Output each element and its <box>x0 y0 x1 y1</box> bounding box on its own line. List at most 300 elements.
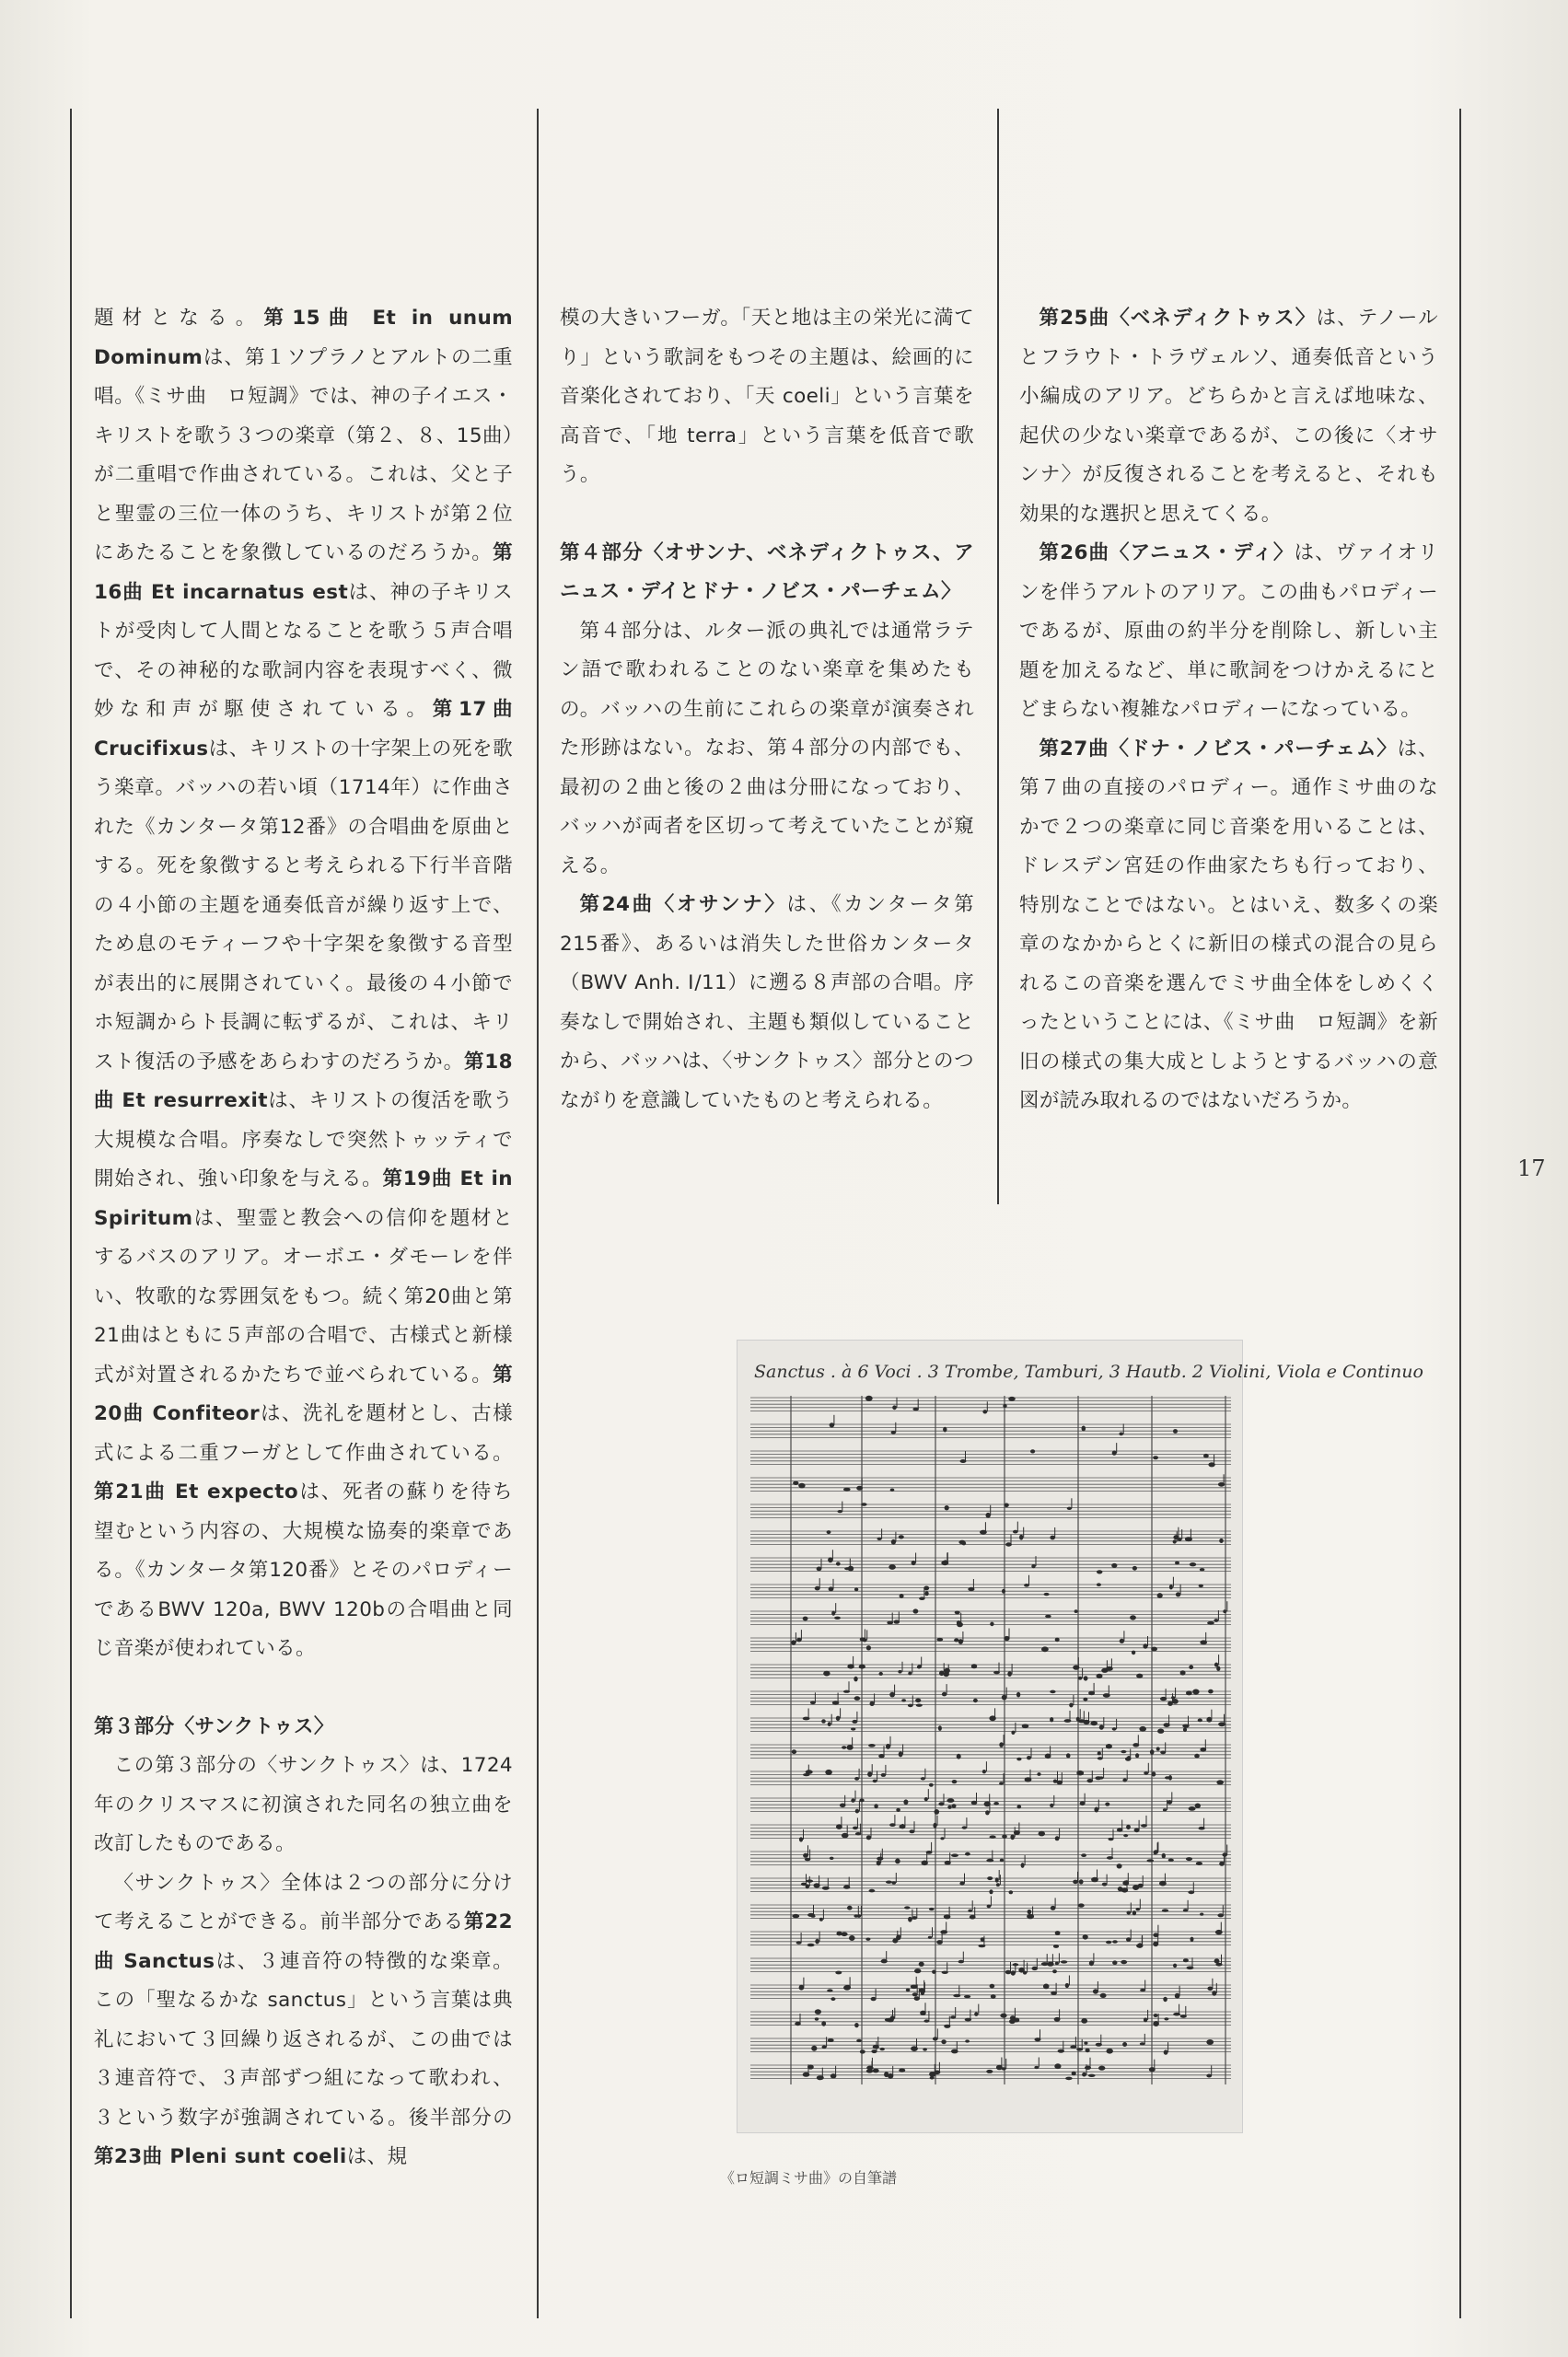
note-head <box>900 1594 904 1598</box>
note-head <box>951 1853 958 1857</box>
note-head <box>1050 1804 1053 1807</box>
note-head <box>1180 1670 1186 1675</box>
note-head <box>889 1564 896 1570</box>
note-head <box>830 1997 835 2001</box>
note-head <box>1126 1937 1131 1942</box>
note-head <box>1051 1906 1056 1910</box>
note-head <box>1223 1609 1226 1613</box>
note-head <box>1078 1903 1085 1907</box>
note-head <box>1089 1960 1094 1966</box>
note-head <box>1153 1456 1158 1459</box>
note-head <box>865 1938 870 1941</box>
note-head <box>866 1645 871 1650</box>
note-head <box>1023 1971 1027 1975</box>
note-head <box>848 1566 854 1572</box>
note-head <box>1219 1538 1224 1543</box>
note-head <box>828 2038 834 2042</box>
note-head <box>890 1489 895 1492</box>
note-head <box>1219 1862 1225 1866</box>
note-head <box>865 1396 873 1401</box>
note-head <box>974 2012 978 2016</box>
note-head <box>1055 1931 1061 1935</box>
note-head <box>985 1810 990 1815</box>
note-head <box>1162 1853 1166 1859</box>
note-head <box>1126 1825 1131 1829</box>
note-head <box>903 1799 908 1805</box>
note-head <box>1045 1615 1051 1618</box>
movement-title: 第23曲 Pleni sunt coeli <box>94 2145 347 2168</box>
note-head <box>1117 1864 1122 1868</box>
note-head <box>924 1797 928 1801</box>
note-head <box>1097 1570 1102 1573</box>
note-head <box>1183 1909 1189 1911</box>
note-head <box>982 1770 986 1773</box>
note-head <box>1172 1699 1179 1704</box>
note-head <box>849 1935 855 1941</box>
note-head <box>1173 1964 1177 1968</box>
note-head <box>899 1535 904 1538</box>
note-head <box>932 1970 936 1974</box>
note-head <box>914 1968 921 1973</box>
movement-title: 第15曲 Et in unum Dominum <box>94 307 513 369</box>
note-head <box>1199 1585 1203 1587</box>
note-head <box>1203 1454 1209 1458</box>
note-head <box>1152 1771 1156 1776</box>
note-head <box>1123 1834 1128 1837</box>
note-head <box>1043 1984 1050 1990</box>
note-head <box>987 1876 993 1880</box>
note-head <box>1008 1397 1016 1401</box>
note-head <box>892 1881 897 1884</box>
note-head <box>938 1725 942 1731</box>
note-head <box>799 1837 803 1841</box>
note-head <box>854 1777 859 1781</box>
note-head <box>1208 1689 1214 1694</box>
note-head <box>1165 1776 1170 1779</box>
note-head <box>798 1483 805 1489</box>
note-head <box>1150 1749 1155 1755</box>
figure-caption: 《ロ短調ミサ曲》の自筆譜 <box>720 2169 898 2187</box>
note-head <box>952 1804 957 1808</box>
note-head <box>990 1984 995 1989</box>
note-head <box>947 1798 954 1803</box>
note-head <box>1055 1962 1059 1966</box>
note-head <box>1167 1800 1173 1805</box>
note-head <box>999 1782 1004 1784</box>
paragraph <box>1019 730 1438 1121</box>
section-heading: 第４部分〈オサンナ、ベネディクトゥス、アニュス・デイとドナ・ノビス・パーチェム〉 <box>560 540 974 603</box>
note-head <box>1102 1883 1108 1887</box>
note-head <box>1053 1945 1059 1948</box>
note-head <box>943 1427 947 1433</box>
section-heading: 第３部分〈サンクトゥス〉 <box>94 1714 334 1738</box>
note-head <box>968 1910 972 1912</box>
body-text: は、死者の蘇りを待ち望むという内容の、大規模な協奏的楽章である。《カンタータ第120番》とそのパロディーであるBWV 120a, BWV 120bの合唱曲と同じ音楽が使われている。 <box>94 1480 513 1660</box>
note-head <box>1069 1703 1073 1708</box>
note-head <box>836 1716 841 1721</box>
note-head <box>890 2015 895 2020</box>
note-head <box>1222 1852 1227 1856</box>
note-head <box>1002 1589 1005 1594</box>
note-head <box>1097 1674 1103 1678</box>
note-head <box>1154 1851 1157 1854</box>
note-head <box>1066 1753 1071 1758</box>
note-head <box>892 1405 897 1410</box>
note-head <box>799 1985 805 1991</box>
note-head <box>836 1562 841 1565</box>
note-head <box>815 1939 819 1945</box>
note-head <box>1157 1593 1163 1598</box>
note-head <box>881 1773 887 1777</box>
note-head <box>1139 1726 1146 1732</box>
note-head <box>1112 1960 1117 1965</box>
note-head <box>886 1744 890 1749</box>
note-head <box>1072 2072 1076 2076</box>
note-head <box>803 1617 808 1621</box>
note-head <box>1011 1970 1016 1975</box>
note-head <box>1100 1993 1107 1998</box>
note-head <box>1171 1696 1175 1699</box>
note-head <box>827 1989 832 1991</box>
note-head <box>1027 1756 1031 1759</box>
note-head <box>841 1933 847 1937</box>
note-head <box>1081 2018 1087 2024</box>
note-head <box>1206 2039 1214 2045</box>
note-head <box>1122 2042 1127 2047</box>
note-head <box>901 1699 906 1701</box>
note-head <box>952 1780 958 1783</box>
movement-title: 第16曲 Et incarnatus est <box>94 541 513 604</box>
note-head <box>825 1770 832 1775</box>
note-head <box>1144 2018 1147 2023</box>
note-head <box>828 1722 831 1726</box>
note-head <box>945 1505 949 1510</box>
note-head <box>1127 1756 1131 1760</box>
note-head <box>906 1989 911 1992</box>
note-head <box>821 2021 826 2026</box>
note-head <box>944 1668 950 1674</box>
note-head <box>1186 1690 1192 1695</box>
note-head <box>961 1541 966 1545</box>
note-head <box>896 1934 900 1940</box>
note-head <box>1030 1449 1035 1453</box>
note-head <box>810 1915 815 1918</box>
note-head <box>1082 1426 1086 1432</box>
note-head <box>1190 1562 1196 1566</box>
body-text: は、第７曲の直接のパロディー。通作ミサ曲のなかで２つの楽章に同じ音楽を用いることは、ドレスデン宮廷の作曲家たちも行っており、特別なことではない。とはいえ、数多くの楽章のなかからとくに新旧の様式の混合の見られるこの音楽を選んでミサ曲全体をしめくくったということには、《ミサ曲 ロ短調》を新旧の様式の集大成としようとするバッハの意図が読み取れるのではないだろうか。 <box>1019 737 1438 1112</box>
note-head <box>899 2068 905 2072</box>
paragraph: 模の大きいフーガ。「天と地は主の栄光に満てり」という歌詞をもつその主題は、絵画的に音楽化されており、「天 coeli」という言葉を高音で、「地 terra」という言葉を低音で歌う。 <box>560 307 974 486</box>
note-head <box>1132 1910 1136 1915</box>
note-head <box>936 1638 943 1642</box>
note-head <box>912 1561 916 1565</box>
note-head <box>1055 1836 1060 1840</box>
note-head <box>1021 1863 1025 1868</box>
note-head <box>1044 1593 1050 1596</box>
note-head <box>958 1639 963 1644</box>
note-head <box>1002 1835 1007 1839</box>
note-head <box>1136 1674 1143 1678</box>
note-head <box>854 1677 857 1682</box>
note-head <box>995 1877 999 1882</box>
note-head <box>821 1719 826 1724</box>
note-head <box>935 1809 940 1815</box>
note-head <box>1099 1724 1104 1729</box>
note-head <box>913 1608 919 1613</box>
note-head <box>1078 1677 1082 1680</box>
paragraph <box>94 1864 513 2177</box>
note-head <box>842 1746 846 1748</box>
note-head <box>838 1510 843 1513</box>
note-head <box>866 1835 871 1840</box>
note-head <box>1073 1880 1078 1885</box>
note-head <box>1183 1958 1189 1962</box>
note-head <box>1013 1963 1019 1966</box>
note-head <box>1061 1960 1067 1963</box>
note-head <box>879 1672 883 1676</box>
paragraph: この第３部分の〈サンクトゥス〉は、1724年のクリスマスに初演された同名の独立曲を改訂したものである。 <box>94 1754 513 1855</box>
note-head <box>793 1481 798 1485</box>
column-rule-3 <box>997 109 999 1204</box>
movement-title: 第17曲 Crucifixus <box>94 698 513 761</box>
note-head <box>847 1906 853 1910</box>
note-head <box>877 1538 882 1540</box>
note-head <box>1053 1780 1057 1783</box>
note-head <box>843 1488 851 1492</box>
note-head <box>854 1914 858 1917</box>
body-text: 題材となる。 <box>94 307 264 330</box>
note-head <box>1151 1647 1157 1652</box>
note-head <box>880 2048 885 2050</box>
paragraph <box>94 299 513 1669</box>
note-head <box>986 1513 991 1518</box>
note-head <box>1086 2049 1090 2053</box>
note-head <box>1083 1698 1087 1701</box>
note-head <box>925 1591 929 1596</box>
body-text: は、聖霊と教会への信仰を題材とするバスのアリア。オーボエ・ダモーレを伴い、牧歌的な雰囲気をもつ。続く第20曲と第21曲はともに５声部の合唱で、古様式と新様式が対置されるかたちで並べられている。 <box>94 1206 513 1387</box>
note-head <box>830 1857 834 1860</box>
note-head <box>939 1671 944 1677</box>
note-head <box>1119 1433 1123 1436</box>
note-head <box>860 2049 865 2053</box>
note-head <box>923 2048 927 2050</box>
note-head <box>965 2039 970 2042</box>
note-head <box>917 1666 922 1669</box>
note-head <box>1200 1913 1203 1916</box>
note-head <box>1084 1676 1088 1680</box>
note-head <box>1186 1857 1192 1861</box>
note-head <box>791 1640 796 1645</box>
note-head <box>1083 1934 1088 1940</box>
note-head <box>1013 1530 1018 1534</box>
note-head <box>1167 1701 1173 1706</box>
note-head <box>1112 1450 1117 1455</box>
note-head <box>957 1754 961 1759</box>
note-head <box>851 1798 854 1802</box>
text-column-1 <box>94 299 513 2177</box>
note-head <box>1009 1890 1014 1894</box>
note-head <box>989 1889 993 1894</box>
note-head <box>861 1503 866 1505</box>
note-head <box>1034 2066 1039 2069</box>
note-head <box>815 2009 821 2014</box>
note-head <box>916 1704 923 1707</box>
note-head <box>1130 1615 1136 1620</box>
note-head <box>908 1672 912 1676</box>
note-head <box>1094 1807 1098 1813</box>
note-head <box>1065 2077 1073 2081</box>
note-head <box>999 1742 1004 1747</box>
body-text: は、テノールとフラウト・トラヴェルソ、通奏低音という小編成のアリア。どちらかと言えば地味な、起伏の少ない楽章であるが、この後に〈オサンナ〉が反復されることを考えると、それも効果的な選択と思えてくる。 <box>1019 307 1438 526</box>
note-head <box>823 1671 830 1677</box>
note-head <box>811 2046 817 2051</box>
note-head <box>1098 2066 1105 2071</box>
note-head <box>1112 1727 1117 1731</box>
paragraph <box>1019 534 1438 730</box>
column-rule-4 <box>1459 109 1461 2318</box>
movement-title: 第26曲〈アニュス・ディ〉 <box>1039 541 1295 564</box>
note-head <box>1037 1772 1040 1776</box>
note-head <box>834 1617 841 1620</box>
note-head <box>1154 2014 1158 2017</box>
note-head <box>1207 1621 1214 1625</box>
body-text: は、《カンタータ第215番》、あるいは消失した世俗カンタータ（BWV Anh. Ⅰ/11）に遡る８声部の合唱。序奏なしで開始され、主題も類似していることから、バッハは、〈サンクトゥス〉部分とのつながりを意識していたものと考えられる。 <box>560 893 974 1112</box>
note-head <box>1000 2014 1006 2018</box>
note-head <box>1007 1671 1012 1677</box>
note-head <box>1163 1997 1167 2002</box>
note-head <box>1173 1539 1177 1543</box>
note-head <box>1017 1805 1022 1808</box>
note-head <box>986 2070 993 2073</box>
note-head <box>854 1696 861 1701</box>
note-head <box>1081 1853 1086 1857</box>
note-head <box>1196 1862 1202 1865</box>
note-head <box>964 1995 970 1998</box>
note-head <box>1216 1666 1220 1671</box>
note-head <box>1011 1731 1015 1735</box>
body-text: 〈サンクトゥス〉全体は２つの部分に分けて考えることができる。前半部分である <box>94 1871 513 1933</box>
note-head <box>1016 1692 1020 1698</box>
movement-title: 第18曲 Et resurrexit <box>94 1050 514 1112</box>
note-head <box>854 2023 859 2027</box>
note-head <box>831 1611 835 1616</box>
note-head <box>921 1990 924 1995</box>
note-head <box>1088 2074 1096 2077</box>
note-head <box>1002 2067 1006 2070</box>
note-head <box>1121 1750 1126 1753</box>
note-head <box>1005 1504 1009 1508</box>
note-head <box>1195 1804 1201 1808</box>
note-head <box>1019 1535 1023 1540</box>
note-head <box>1164 2049 1168 2054</box>
note-head <box>898 1670 901 1674</box>
note-head <box>1082 2073 1086 2077</box>
note-head <box>959 1881 964 1885</box>
note-head <box>886 1881 892 1884</box>
body-text: は、洗礼を題材とし、古様式による二重フーガとして作曲されている。 <box>94 1402 513 1465</box>
note-head <box>1084 2041 1087 2045</box>
note-head <box>921 1777 925 1780</box>
note-head <box>1189 1806 1196 1811</box>
note-head <box>957 1620 961 1625</box>
note-head <box>855 1809 859 1814</box>
note-head <box>1214 1958 1220 1963</box>
body-text: は、ヴァイオリンを伴うアルトのアリア。この曲もパロディーであるが、原曲の約半分を削除し、新しい主題を加えるなど、単に歌詞をつけかえるにとどまらない複雑なパロディーになっている。 <box>1019 541 1438 721</box>
note-head <box>990 1622 993 1627</box>
note-head <box>851 1727 855 1730</box>
note-head <box>962 1826 968 1829</box>
paragraph: 第４部分は、ルター派の典礼では通常ラテン語で歌われることのない楽章を集めたもの。バッハの生前にこれらの楽章が演奏された形跡はない。なお、第４部分の内部でも、最初の２曲と後の２曲は分冊になっており、バッハが両者を区切って考えていたことが窺える。 <box>560 619 974 877</box>
note-head <box>1132 1651 1135 1655</box>
note-head <box>1090 1721 1098 1725</box>
note-head <box>870 1701 875 1706</box>
note-head <box>1173 1429 1178 1434</box>
note-head <box>859 1665 865 1669</box>
body-text: は、規 <box>346 2145 408 2168</box>
note-head <box>1106 1744 1112 1748</box>
note-head <box>1105 1803 1109 1806</box>
movement-title: 第19曲 Et in Spiritum <box>94 1167 513 1230</box>
note-head <box>807 1944 815 1947</box>
note-head <box>1052 1969 1057 1973</box>
note-head <box>940 1837 944 1840</box>
text-column-2 <box>560 299 974 1120</box>
note-head <box>1122 1779 1127 1782</box>
note-head <box>1010 1834 1015 1840</box>
note-head <box>930 2076 935 2080</box>
note-head <box>1107 2049 1113 2054</box>
note-head <box>1132 1566 1137 1571</box>
movement-title: 第25曲〈ベネディクトゥス〉 <box>1039 307 1317 330</box>
note-head <box>873 2069 879 2073</box>
paragraph <box>560 886 974 1120</box>
note-head <box>1183 1728 1187 1733</box>
note-head <box>1098 1751 1101 1755</box>
text-column-3 <box>1019 299 1438 1121</box>
note-head <box>1076 1771 1084 1776</box>
note-head <box>830 1422 835 1427</box>
note-head <box>954 1638 958 1642</box>
note-head <box>854 1587 858 1591</box>
column-rule-2 <box>537 109 539 2318</box>
note-head <box>822 2046 827 2049</box>
note-head <box>1067 1507 1072 1510</box>
note-head <box>941 2039 946 2044</box>
note-head <box>929 1783 934 1787</box>
page-number: 17 <box>1517 1155 1546 1181</box>
note-head <box>1097 1583 1101 1586</box>
note-head <box>1022 1724 1029 1729</box>
note-head <box>1050 1690 1055 1694</box>
note-head <box>1112 1940 1118 1944</box>
note-head <box>796 1638 801 1643</box>
note-head <box>1016 1758 1021 1761</box>
note-head <box>835 1971 842 1975</box>
note-head <box>1176 1592 1180 1596</box>
note-head <box>1127 1911 1132 1915</box>
note-head <box>1143 1643 1147 1648</box>
note-head <box>891 1539 896 1545</box>
note-head <box>1031 1564 1035 1568</box>
note-head <box>859 1799 864 1803</box>
note-head <box>1214 1619 1218 1622</box>
note-head <box>1189 1665 1193 1669</box>
note-head <box>993 1802 999 1805</box>
note-head <box>1003 1404 1006 1408</box>
note-head <box>908 1917 912 1922</box>
note-head <box>1194 1754 1200 1759</box>
note-head <box>1192 1689 1199 1695</box>
